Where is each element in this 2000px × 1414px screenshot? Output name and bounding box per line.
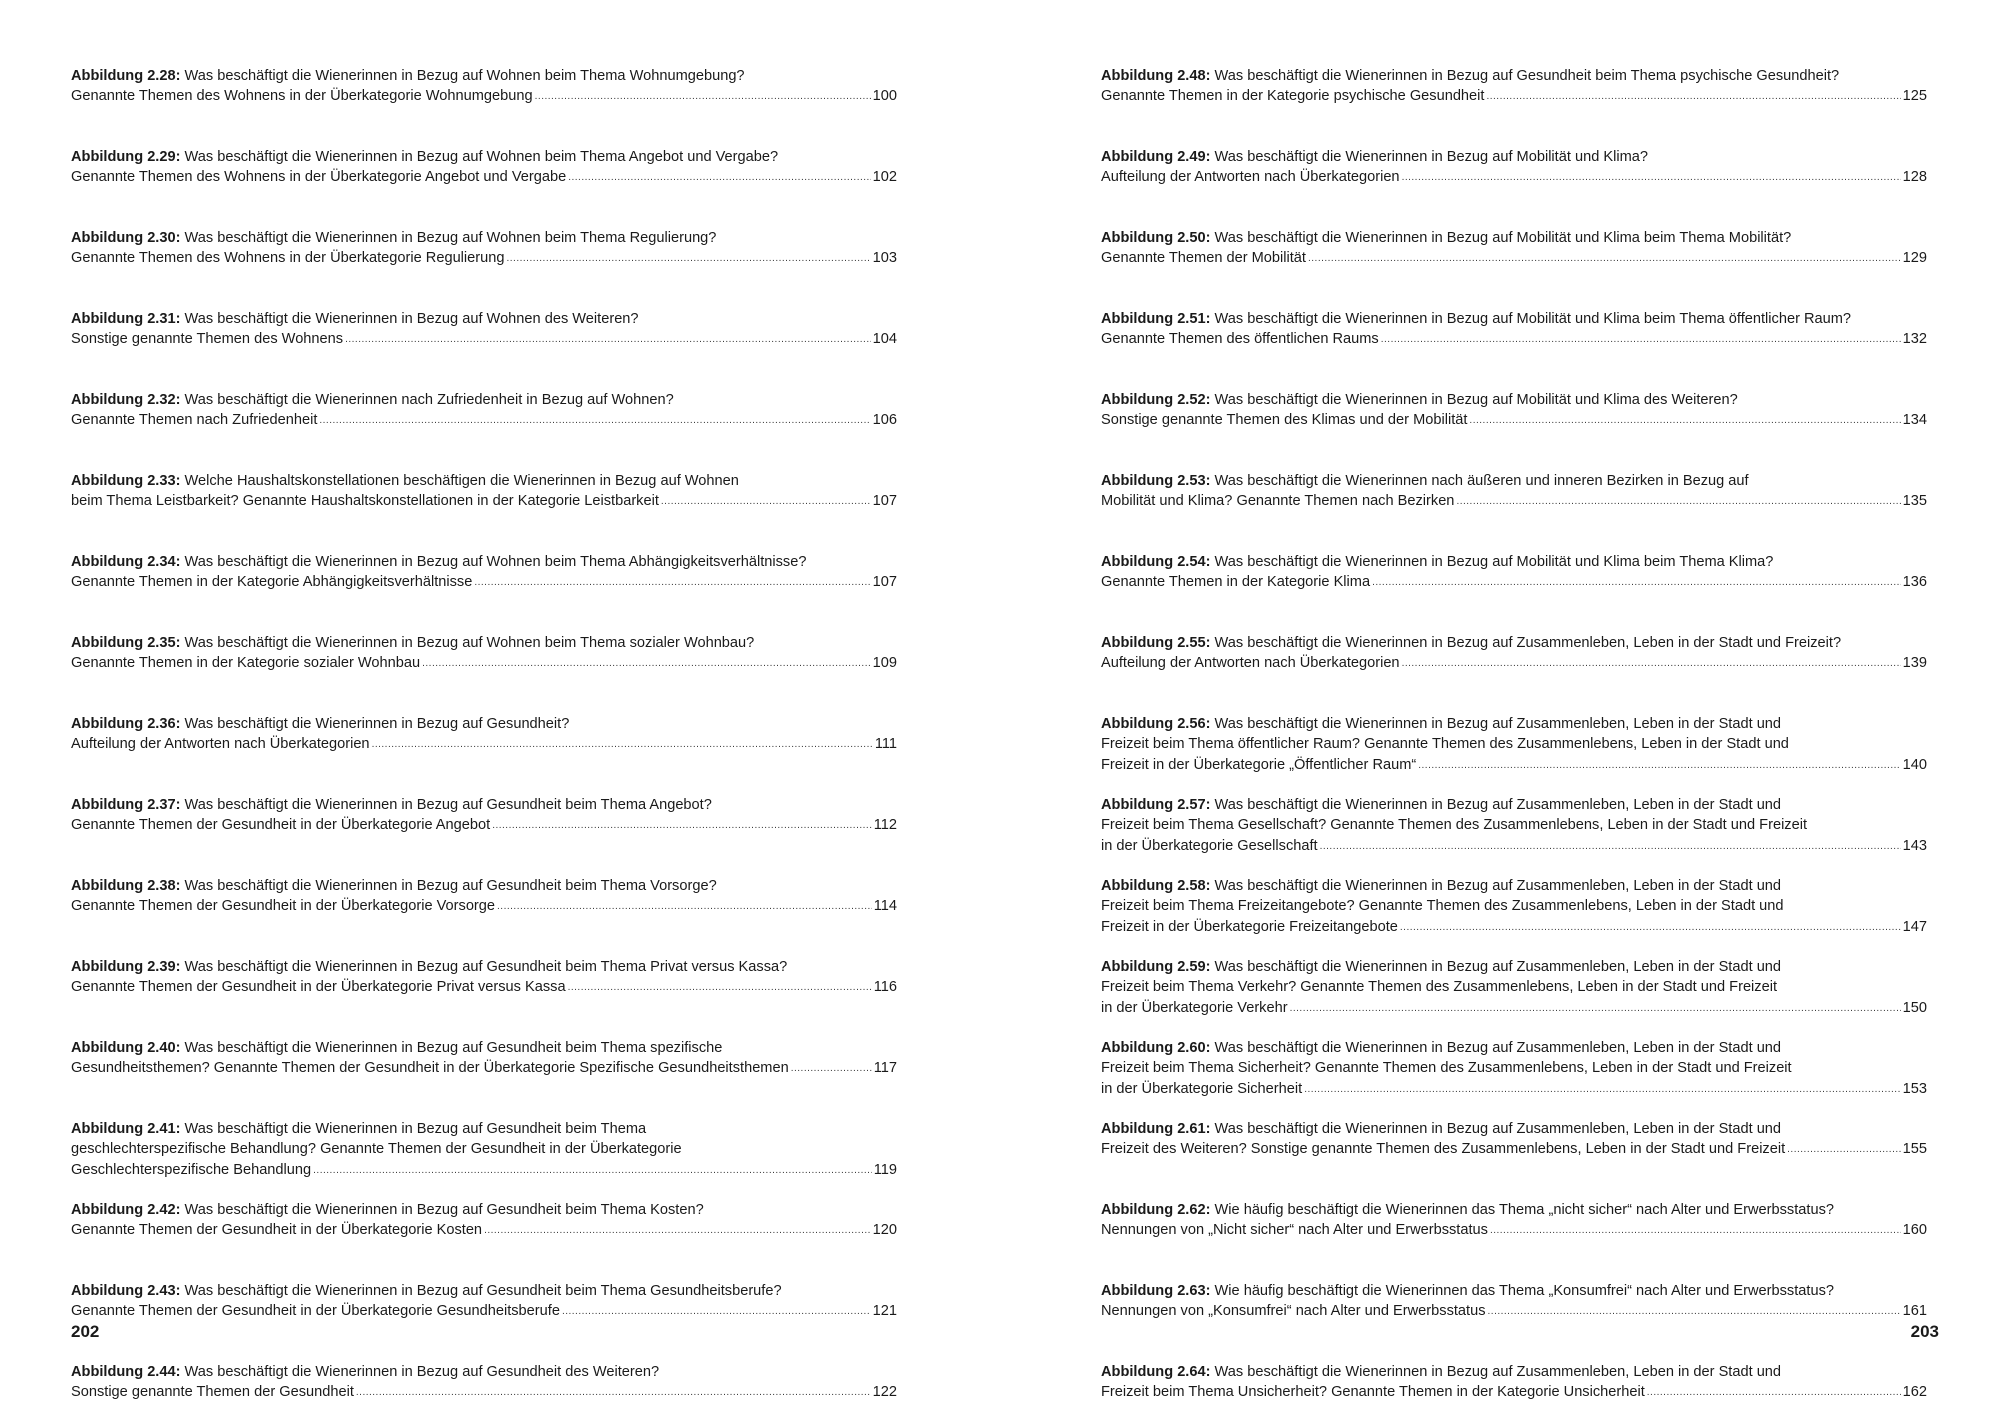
figure-caption-text: Sonstige genannte Themen des Klimas und der Mobilität xyxy=(1101,412,1468,429)
toc-entry xyxy=(71,1281,897,1362)
toc-entry-line xyxy=(1101,1119,1927,1139)
dot-leader xyxy=(356,1383,871,1403)
toc-entry xyxy=(71,795,897,876)
figure-caption-text: Was beschäftigt die Wienerinnen in Bezug auf Wohnen beim Thema sozialer Wohnbau? xyxy=(184,635,755,651)
figure-page-number: 129 xyxy=(1902,250,1927,267)
toc-entry-line xyxy=(71,66,897,86)
figure-page-number: 147 xyxy=(1902,918,1927,935)
toc-entry-line xyxy=(1101,977,1927,997)
dot-leader xyxy=(484,1221,871,1241)
toc-entry-last-line xyxy=(71,572,897,594)
toc-entry xyxy=(71,714,897,795)
dot-leader xyxy=(1308,249,1901,269)
figure-label: Abbildung 2.41: xyxy=(71,1121,181,1137)
toc-entry xyxy=(1101,1200,1927,1281)
toc-entry-last-line xyxy=(1101,755,1927,777)
figure-caption-text: Genannte Themen der Mobilität xyxy=(1101,250,1306,267)
toc-entry-line xyxy=(1101,228,1927,248)
figure-page-number: 102 xyxy=(872,169,897,186)
figure-page-number: 122 xyxy=(872,1384,897,1401)
figure-page-number: 136 xyxy=(1902,574,1927,591)
figure-label: Abbildung 2.53: xyxy=(1101,473,1211,489)
figure-caption-text: beim Thema Leistbarkeit? Genannte Haushaltskonstellationen in der Kategorie Leistbarkeit xyxy=(71,493,659,510)
figure-page-number: 116 xyxy=(873,979,897,996)
dot-leader xyxy=(661,492,871,512)
figure-label: Abbildung 2.48: xyxy=(1101,68,1211,84)
toc-entry xyxy=(71,390,897,471)
dot-leader xyxy=(1456,492,1900,512)
toc-entry-line xyxy=(71,390,897,410)
figure-caption-text: Genannte Themen nach Zufriedenheit xyxy=(71,412,318,429)
figure-caption-text: Was beschäftigt die Wienerinnen in Bezug auf Wohnen des Weiteren? xyxy=(184,311,639,327)
figure-caption-text: Geschlechterspezifische Behandlung xyxy=(71,1161,312,1178)
toc-entry-last-line xyxy=(71,653,897,675)
toc-entry-line xyxy=(1101,633,1927,653)
toc-entry-line xyxy=(71,1281,897,1301)
toc-entry xyxy=(1101,795,1927,876)
figure-label: Abbildung 2.57: xyxy=(1101,797,1211,813)
figure-label: Abbildung 2.64: xyxy=(1101,1364,1211,1380)
figure-page-number: 106 xyxy=(872,412,897,429)
dot-leader xyxy=(791,1059,872,1079)
dot-leader xyxy=(1469,411,1900,431)
figure-caption-text: Was beschäftigt die Wienerinnen in Bezug auf Mobilität und Klima beim Thema öffentlicher Raum? xyxy=(1214,311,1852,327)
figure-label: Abbildung 2.29: xyxy=(71,149,181,165)
toc-entry-line xyxy=(71,633,897,653)
toc-entry-line xyxy=(1101,714,1927,734)
toc-entry xyxy=(71,1362,897,1414)
figure-label: Abbildung 2.33: xyxy=(71,473,181,489)
figure-caption-text: Mobilität und Klima? Genannte Themen nach Bezirken xyxy=(1101,493,1455,510)
dot-leader xyxy=(422,654,871,674)
figure-caption-text: Was beschäftigt die Wienerinnen in Bezug auf Wohnen beim Thema Regulierung? xyxy=(184,230,717,246)
figure-label: Abbildung 2.38: xyxy=(71,878,181,894)
figure-page-number: 140 xyxy=(1902,756,1927,773)
figure-caption-text: Genannte Themen des öffentlichen Raums xyxy=(1101,331,1379,348)
figure-caption-text: in der Überkategorie Sicherheit xyxy=(1101,1080,1303,1097)
dot-leader xyxy=(568,168,870,188)
figure-caption-text: Genannte Themen des Wohnens in der Überkategorie Regulierung xyxy=(71,250,505,267)
figure-page-number: 104 xyxy=(872,331,897,348)
figure-caption-text: Genannte Themen in der Kategorie psychische Gesundheit xyxy=(1101,88,1485,105)
figure-page-number: 125 xyxy=(1902,88,1927,105)
figure-caption-text: Nennungen von „Konsumfrei“ nach Alter und Erwerbsstatus xyxy=(1101,1303,1486,1320)
figure-label: Abbildung 2.52: xyxy=(1101,392,1211,408)
toc-entry-last-line xyxy=(71,329,897,351)
toc-entry-line xyxy=(1101,552,1927,572)
page-number-left: 202 xyxy=(71,1322,100,1341)
toc-entry xyxy=(71,876,897,957)
figure-caption-text: Sonstige genannte Themen der Gesundheit xyxy=(71,1384,354,1401)
figure-caption-text: Gesundheitsthemen? Genannte Themen der Gesundheit in der Überkategorie Spezifische Gesundheitsthemen xyxy=(71,1060,789,1077)
figure-caption-text: Was beschäftigt die Wienerinnen in Bezug auf Zusammenleben, Leben in der Stadt und xyxy=(1214,1121,1782,1137)
figure-label: Abbildung 2.49: xyxy=(1101,149,1211,165)
figure-list-right xyxy=(1101,66,1927,1414)
figure-page-number: 120 xyxy=(872,1222,897,1239)
figure-caption-text: Wie häufig beschäftigt die Wienerinnen das Thema „nicht sicher“ nach Alter und Erwerbsstatus? xyxy=(1214,1202,1834,1218)
toc-entry-line xyxy=(71,147,897,167)
toc-entry-line xyxy=(71,1038,897,1058)
figure-caption-text: geschlechterspezifische Behandlung? Genannte Themen der Gesundheit in der Überkategorie xyxy=(71,1141,682,1158)
toc-entry xyxy=(71,1200,897,1281)
figure-page-number: 121 xyxy=(872,1303,897,1320)
toc-entry xyxy=(1101,552,1927,633)
toc-entry-last-line xyxy=(71,167,897,189)
figure-caption-text: Was beschäftigt die Wienerinnen in Bezug auf Mobilität und Klima beim Thema Klima? xyxy=(1214,554,1774,570)
figure-caption-text: Aufteilung der Antworten nach Überkategorien xyxy=(1101,169,1400,186)
figure-caption-text: Was beschäftigt die Wienerinnen in Bezug auf Gesundheit beim Thema Vorsorge? xyxy=(184,878,717,894)
toc-entry xyxy=(1101,1038,1927,1119)
toc-entry-line xyxy=(71,471,897,491)
toc-entry xyxy=(71,957,897,1038)
toc-entry-line xyxy=(1101,957,1927,977)
figure-caption-text: Was beschäftigt die Wienerinnen in Bezug auf Gesundheit beim Thema Privat versus Kassa? xyxy=(184,959,788,975)
toc-entry-line xyxy=(71,1362,897,1382)
dot-leader xyxy=(1647,1383,1901,1403)
figure-caption-text: Was beschäftigt die Wienerinnen in Bezug auf Zusammenleben, Leben in der Stadt und xyxy=(1214,716,1782,732)
toc-entry xyxy=(71,147,897,228)
toc-entry xyxy=(1101,228,1927,309)
figure-caption-text: Genannte Themen der Gesundheit in der Überkategorie Vorsorge xyxy=(71,898,496,915)
toc-entry-last-line xyxy=(1101,998,1927,1020)
figure-caption-text: Was beschäftigt die Wienerinnen in Bezug auf Wohnen beim Thema Wohnumgebung? xyxy=(184,68,745,84)
figure-caption-text: Genannte Themen in der Kategorie sozialer Wohnbau xyxy=(71,655,421,672)
toc-entry-last-line xyxy=(1101,329,1927,351)
figure-page-number: 162 xyxy=(1902,1384,1927,1401)
toc-entry-last-line xyxy=(1101,1382,1927,1404)
dot-leader xyxy=(497,897,872,917)
dot-leader xyxy=(319,411,870,431)
figure-caption-text: Aufteilung der Antworten nach Überkategorien xyxy=(1101,655,1400,672)
figure-caption-text: Freizeit in der Überkategorie Freizeitangebote xyxy=(1101,918,1398,935)
figure-page-number: 153 xyxy=(1902,1080,1927,1097)
figure-caption-text: Was beschäftigt die Wienerinnen in Bezug auf Zusammenleben, Leben in der Stadt und xyxy=(1214,959,1782,975)
figure-label: Abbildung 2.37: xyxy=(71,797,181,813)
dot-leader xyxy=(1381,330,1901,350)
figure-caption-text: Was beschäftigt die Wienerinnen in Bezug auf Gesundheit beim Thema Kosten? xyxy=(184,1202,704,1218)
toc-entry xyxy=(1101,1281,1927,1362)
toc-entry-line xyxy=(1101,876,1927,896)
toc-entry-line xyxy=(1101,1200,1927,1220)
figure-page-number: 109 xyxy=(872,655,897,672)
toc-entry-line xyxy=(1101,147,1927,167)
figure-page-number: 150 xyxy=(1902,999,1927,1016)
toc-entry xyxy=(1101,66,1927,147)
toc-entry-last-line xyxy=(71,1160,897,1182)
figure-caption-text: in der Überkategorie Verkehr xyxy=(1101,999,1288,1016)
figure-label: Abbildung 2.61: xyxy=(1101,1121,1211,1137)
figure-caption-text: Was beschäftigt die Wienerinnen in Bezug auf Mobilität und Klima des Weiteren? xyxy=(1214,392,1738,408)
figure-caption-text: Was beschäftigt die Wienerinnen in Bezug auf Zusammenleben, Leben in der Stadt und xyxy=(1214,878,1782,894)
toc-entry-line xyxy=(71,714,897,734)
figure-page-number: 111 xyxy=(874,736,897,753)
toc-entry xyxy=(71,66,897,147)
figure-caption-text: Was beschäftigt die Wienerinnen in Bezug auf Gesundheit? xyxy=(184,716,570,732)
figure-label: Abbildung 2.30: xyxy=(71,230,181,246)
figure-label: Abbildung 2.31: xyxy=(71,311,181,327)
page-number-right: 203 xyxy=(1910,1322,1939,1341)
figure-page-number: 100 xyxy=(872,88,897,105)
toc-entry-line xyxy=(1101,471,1927,491)
figure-page-number: 143 xyxy=(1902,837,1927,854)
toc-entry-last-line xyxy=(71,1058,897,1080)
toc-entry-last-line xyxy=(71,86,897,108)
figure-caption-text: Freizeit beim Thema Sicherheit? Genannte Themen des Zusammenlebens, Leben in der Stadt und Freizeit xyxy=(1101,1060,1792,1077)
dot-leader xyxy=(1304,1080,1900,1100)
dot-leader xyxy=(1320,837,1901,857)
toc-entry xyxy=(1101,1362,1927,1414)
dot-leader xyxy=(345,330,871,350)
figure-label: Abbildung 2.55: xyxy=(1101,635,1211,651)
figure-caption-text: Was beschäftigt die Wienerinnen in Bezug auf Mobilität und Klima beim Thema Mobilität? xyxy=(1214,230,1792,246)
figure-caption-text: Freizeit beim Thema Verkehr? Genannte Themen des Zusammenlebens, Leben in der Stadt und Freizeit xyxy=(1101,979,1778,996)
toc-entry-last-line xyxy=(71,1220,897,1242)
toc-entry-last-line xyxy=(1101,491,1927,513)
toc-entry-last-line xyxy=(1101,1079,1927,1101)
toc-entry xyxy=(1101,390,1927,471)
toc-entry-line xyxy=(1101,1362,1927,1382)
toc-entry xyxy=(71,633,897,714)
toc-entry-last-line xyxy=(1101,653,1927,675)
dot-leader xyxy=(1402,168,1901,188)
toc-entry-last-line xyxy=(1101,917,1927,939)
figure-caption-text: Was beschäftigt die Wienerinnen in Bezug auf Zusammenleben, Leben in der Stadt und xyxy=(1214,1364,1782,1380)
dot-leader xyxy=(1290,999,1901,1019)
toc-entry xyxy=(1101,714,1927,795)
figure-page-number: 139 xyxy=(1902,655,1927,672)
figure-caption-text: Genannte Themen des Wohnens in der Überkategorie Angebot und Vergabe xyxy=(71,169,567,186)
right-page xyxy=(1000,0,2000,1414)
figure-label: Abbildung 2.44: xyxy=(71,1364,181,1380)
toc-entry-line xyxy=(1101,66,1927,86)
toc-entry-last-line xyxy=(1101,248,1927,270)
toc-entry-line xyxy=(1101,309,1927,329)
toc-entry-last-line xyxy=(71,734,897,756)
figure-caption-text: Sonstige genannte Themen des Wohnens xyxy=(71,331,344,348)
figure-caption-text: Freizeit des Weiteren? Sonstige genannte Themen des Zusammenlebens, Leben in der Stadt und Freizeit xyxy=(1101,1141,1786,1158)
figure-caption-text: Genannte Themen des Wohnens in der Überkategorie Wohnumgebung xyxy=(71,88,533,105)
toc-entry-last-line xyxy=(1101,1301,1927,1323)
figure-caption-text: Was beschäftigt die Wienerinnen in Bezug auf Zusammenleben, Leben in der Stadt und xyxy=(1214,797,1782,813)
dot-leader xyxy=(568,978,872,998)
figure-label: Abbildung 2.58: xyxy=(1101,878,1211,894)
figure-caption-text: Genannte Themen in der Kategorie Klima xyxy=(1101,574,1371,591)
figure-list-left xyxy=(71,66,897,1414)
dot-leader xyxy=(1372,573,1901,593)
toc-entry-line xyxy=(71,876,897,896)
toc-entry-line xyxy=(1101,815,1927,835)
figure-label: Abbildung 2.62: xyxy=(1101,1202,1211,1218)
figure-caption-text: Was beschäftigt die Wienerinnen in Bezug auf Wohnen beim Thema Abhängigkeitsverhältnisse? xyxy=(184,554,807,570)
toc-entry-line xyxy=(71,957,897,977)
figure-page-number: 103 xyxy=(872,250,897,267)
toc-entry-last-line xyxy=(71,1301,897,1323)
figure-caption-text: Freizeit beim Thema Freizeitangebote? Genannte Themen des Zusammenlebens, Leben in der Stadt und xyxy=(1101,898,1784,915)
figure-label: Abbildung 2.51: xyxy=(1101,311,1211,327)
toc-entry-last-line xyxy=(1101,572,1927,594)
figure-page-number: 114 xyxy=(873,898,897,915)
figure-label: Abbildung 2.50: xyxy=(1101,230,1211,246)
toc-entry-last-line xyxy=(1101,836,1927,858)
figure-caption-text: Was beschäftigt die Wienerinnen in Bezug auf Zusammenleben, Leben in der Stadt und Freizeit? xyxy=(1214,635,1842,651)
dot-leader xyxy=(1488,1302,1901,1322)
toc-entry-last-line xyxy=(71,491,897,513)
figure-page-number: 134 xyxy=(1902,412,1927,429)
toc-entry-last-line xyxy=(71,896,897,918)
toc-entry xyxy=(71,1119,897,1200)
figure-label: Abbildung 2.34: xyxy=(71,554,181,570)
figure-caption-text: Was beschäftigt die Wienerinnen in Bezug auf Wohnen beim Thema Angebot und Vergabe? xyxy=(184,149,779,165)
dot-leader xyxy=(535,87,871,107)
figure-label: Abbildung 2.35: xyxy=(71,635,181,651)
toc-entry-last-line xyxy=(71,1382,897,1404)
toc-entry-line xyxy=(1101,896,1927,916)
dot-leader xyxy=(372,735,873,755)
dot-leader xyxy=(1418,756,1900,776)
figure-caption-text: Was beschäftigt die Wienerinnen in Bezug auf Gesundheit beim Thema xyxy=(184,1121,647,1137)
figure-caption-text: Freizeit beim Thema öffentlicher Raum? Genannte Themen des Zusammenlebens, Leben in der Stadt und xyxy=(1101,736,1789,753)
figure-caption-text: Was beschäftigt die Wienerinnen nach äußeren und inneren Bezirken in Bezug auf xyxy=(1214,473,1749,489)
dot-leader xyxy=(1486,87,1900,107)
toc-entry-last-line xyxy=(1101,410,1927,432)
figure-caption-text: Nennungen von „Nicht sicher“ nach Alter und Erwerbsstatus xyxy=(1101,1222,1488,1239)
figure-caption-text: Freizeit beim Thema Unsicherheit? Genannte Themen in der Kategorie Unsicherheit xyxy=(1101,1384,1645,1401)
figure-caption-text: Was beschäftigt die Wienerinnen in Bezug auf Gesundheit beim Thema Gesundheitsberufe? xyxy=(184,1283,782,1299)
toc-entry-line xyxy=(71,228,897,248)
figure-label: Abbildung 2.63: xyxy=(1101,1283,1211,1299)
figure-label: Abbildung 2.39: xyxy=(71,959,181,975)
figure-page-number: 155 xyxy=(1902,1141,1927,1158)
dot-leader xyxy=(562,1302,871,1322)
figure-caption-text: Was beschäftigt die Wienerinnen in Bezug auf Gesundheit des Weiteren? xyxy=(184,1364,660,1380)
toc-entry-last-line xyxy=(1101,1139,1927,1161)
dot-leader xyxy=(1490,1221,1901,1241)
figure-caption-text: Was beschäftigt die Wienerinnen in Bezug auf Gesundheit beim Thema spezifische xyxy=(184,1040,723,1056)
figure-caption-text: Genannte Themen der Gesundheit in der Überkategorie Kosten xyxy=(71,1222,483,1239)
figure-caption-text: Welche Haushaltskonstellationen beschäftigen die Wienerinnen in Bezug auf Wohnen xyxy=(184,473,739,489)
toc-entry xyxy=(1101,957,1927,1038)
toc-entry xyxy=(71,471,897,552)
dot-leader xyxy=(492,816,872,836)
figure-label: Abbildung 2.42: xyxy=(71,1202,181,1218)
toc-entry-line xyxy=(1101,795,1927,815)
toc-entry-last-line xyxy=(71,410,897,432)
figure-caption-text: Was beschäftigt die Wienerinnen nach Zufriedenheit in Bezug auf Wohnen? xyxy=(184,392,674,408)
figure-label: Abbildung 2.43: xyxy=(71,1283,181,1299)
figure-label: Abbildung 2.40: xyxy=(71,1040,181,1056)
figure-page-number: 107 xyxy=(872,574,897,591)
figure-label: Abbildung 2.32: xyxy=(71,392,181,408)
figure-label: Abbildung 2.59: xyxy=(1101,959,1211,975)
figure-caption-text: Aufteilung der Antworten nach Überkategorien xyxy=(71,736,370,753)
dot-leader xyxy=(507,249,871,269)
toc-entry-line xyxy=(71,309,897,329)
figure-page-number: 128 xyxy=(1902,169,1927,186)
toc-entry xyxy=(1101,1119,1927,1200)
toc-entry-line xyxy=(71,1119,897,1139)
figure-page-number: 119 xyxy=(873,1161,897,1178)
figure-caption-text: Was beschäftigt die Wienerinnen in Bezug auf Gesundheit beim Thema Angebot? xyxy=(184,797,712,813)
toc-entry-line xyxy=(71,1139,897,1159)
figure-page-number: 132 xyxy=(1902,331,1927,348)
toc-entry-line xyxy=(71,795,897,815)
figure-caption-text: Wie häufig beschäftigt die Wienerinnen das Thema „Konsumfrei“ nach Alter und Erwerbsstatus? xyxy=(1214,1283,1834,1299)
dot-leader xyxy=(1400,918,1901,938)
toc-entry xyxy=(71,228,897,309)
figure-page-number: 161 xyxy=(1902,1303,1927,1320)
toc-entry xyxy=(1101,876,1927,957)
figure-caption-text: Freizeit beim Thema Gesellschaft? Genannte Themen des Zusammenlebens, Leben in der Stadt und Freizeit xyxy=(1101,817,1808,834)
figure-page-number: 107 xyxy=(872,493,897,510)
toc-entry-line xyxy=(1101,390,1927,410)
toc-entry-line xyxy=(1101,734,1927,754)
figure-caption-text: Genannte Themen der Gesundheit in der Überkategorie Angebot xyxy=(71,817,491,834)
figure-caption-text: Was beschäftigt die Wienerinnen in Bezug auf Mobilität und Klima? xyxy=(1214,149,1648,165)
toc-entry-last-line xyxy=(71,977,897,999)
toc-entry-last-line xyxy=(71,815,897,837)
toc-entry-last-line xyxy=(1101,1220,1927,1242)
figure-page-number: 117 xyxy=(873,1060,897,1077)
toc-entry xyxy=(1101,633,1927,714)
dot-leader xyxy=(1787,1140,1900,1160)
figure-page-number: 112 xyxy=(873,817,897,834)
figure-label: Abbildung 2.54: xyxy=(1101,554,1211,570)
toc-entry xyxy=(1101,471,1927,552)
figure-label: Abbildung 2.28: xyxy=(71,68,181,84)
toc-entry-last-line xyxy=(1101,86,1927,108)
toc-entry-line xyxy=(71,1200,897,1220)
toc-entry-line xyxy=(1101,1038,1927,1058)
figure-caption-text: Genannte Themen der Gesundheit in der Überkategorie Privat versus Kassa xyxy=(71,979,566,996)
figure-label: Abbildung 2.56: xyxy=(1101,716,1211,732)
toc-entry-line xyxy=(1101,1058,1927,1078)
dot-leader xyxy=(474,573,870,593)
toc-entry-line xyxy=(1101,1281,1927,1301)
figure-label: Abbildung 2.60: xyxy=(1101,1040,1211,1056)
toc-entry-last-line xyxy=(71,248,897,270)
figure-page-number: 160 xyxy=(1902,1222,1927,1239)
figure-caption-text: in der Überkategorie Gesellschaft xyxy=(1101,837,1318,854)
figure-caption-text: Was beschäftigt die Wienerinnen in Bezug auf Zusammenleben, Leben in der Stadt und xyxy=(1214,1040,1782,1056)
figure-caption-text: Freizeit in der Überkategorie „Öffentlicher Raum“ xyxy=(1101,756,1417,773)
figure-caption-text: Genannte Themen in der Kategorie Abhängigkeitsverhältnisse xyxy=(71,574,473,591)
toc-entry xyxy=(71,1038,897,1119)
toc-entry xyxy=(71,309,897,390)
dot-leader xyxy=(1402,654,1901,674)
toc-entry xyxy=(1101,147,1927,228)
toc-entry xyxy=(71,552,897,633)
toc-entry-line xyxy=(71,552,897,572)
dot-leader xyxy=(313,1161,872,1181)
toc-entry-last-line xyxy=(1101,167,1927,189)
figure-caption-text: Genannte Themen der Gesundheit in der Überkategorie Gesundheitsberufe xyxy=(71,1303,560,1320)
figure-caption-text: Was beschäftigt die Wienerinnen in Bezug auf Gesundheit beim Thema psychische Gesundheit? xyxy=(1214,68,1840,84)
figure-label: Abbildung 2.36: xyxy=(71,716,181,732)
toc-entry xyxy=(1101,309,1927,390)
figure-page-number: 135 xyxy=(1902,493,1927,510)
